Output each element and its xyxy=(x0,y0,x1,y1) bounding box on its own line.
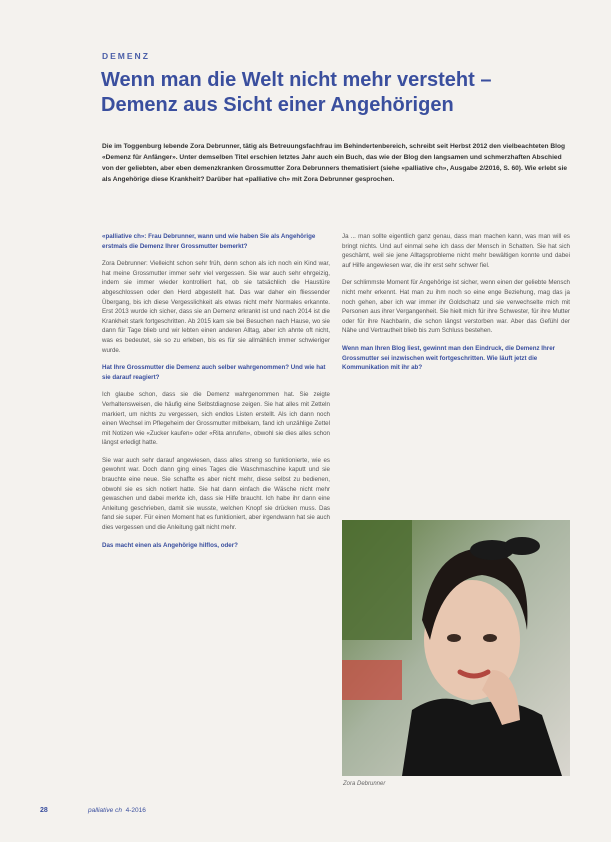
right-column xyxy=(342,232,570,381)
interview-answer: Ich glaube schon, dass sie die Demenz wahrgenommen hat. Sie zeigte Verhaltensweisen, die häufig eine Selbstdiagnose zeigen. Sie hat alles mit Zetteln markiert, um nichts zu vergessen, sich endlos Listen erstellt. Als ich dann noch einen Wechsel im Pflegeheim der Grossmutter mitbekam, fand ich unzählige Zettel mit Notizen wie «Zucker kaufen» oder «Rita anrufen», obwohl sie dies alles schon längst erledigt hatte. xyxy=(102,391,330,447)
magazine-name: palliative ch xyxy=(88,807,122,814)
magazine-issue: 4-2016 xyxy=(125,807,146,814)
article-title: Wenn man die Welt nicht mehr versteht – Demenz aus Sicht einer Angehörigen xyxy=(101,69,492,116)
section-label: DEMENZ xyxy=(102,51,150,61)
photo-caption: Zora Debrunner xyxy=(343,781,386,787)
portrait-photo-icon xyxy=(342,520,570,776)
page-number: 28 xyxy=(40,807,48,814)
interview-question: Wenn man Ihren Blog liest, gewinnt man den Eindruck, die Demenz Ihrer Grossmutter sei inzwischen weit fortgeschritten. Wie läuft jetzt die Kommunikation mit ihr ab? xyxy=(342,344,556,372)
portrait-photo xyxy=(342,520,570,776)
interview-answer: Ja ... man sollte eigentlich ganz genau, dass man machen kann, was man will es bringt nichts. Und auf einmal sehe ich dass der Mensch in Schatten. Sie hat sich geschämt, weil sie jene Alltagsprobleme nicht mehr bewältigen konnte und dabei auf Hilfe angewiesen war, die ihr erst sehr schwer fiel. xyxy=(342,233,570,269)
interview-answer: Zora Debrunner: Vielleicht schon sehr früh, denn schon als ich noch ein Kind war, hat meine Grossmutter immer sehr viel vergessen. Sie war auch sehr ehrgeizig, indem sie immer wieder kontrolliert hat, ob sie tatsächlich die Haustüre abgeschlossen oder den Herd abgestellt hat. Das war daher ein fliessender Übergang, bis ich diese Vergesslichkeit als etwas nicht mehr Normales erkannte. Erst 2013 wurde ich sicher, dass sie an Demenz erkrankt ist und nach 2014 ist die Krankheit stark fortgeschritten. Ab 2015 kam sie bei Besuchen nach Hause, wo sie dann für Tage blieb und wir lebten einen anderen Alltag, aber ich ahnte oft nicht, was es bedeutet, sie so zu erleben, bis es für sie allmählich immer schwieriger wurde. xyxy=(102,260,330,354)
article-lead: Die im Toggenburg lebende Zora Debrunner, tätig als Betreuungsfachfrau im Behindertenbereich, schreibt seit Herbst 2012 den vielbeachteten Blog «Demenz für Anfänger». Unter demselben Titel erschien letztes Jahr auch ein Buch, das wie der Blog den langsamen und schmerzhaften Abschied von der geliebten, aber eben demenzkranken Grossmutter Zora Debrunners thematisiert (siehe «palliative ch», Ausgabe 2/2016, S. 60). Wie erlebt sie als Angehörige diese Krankheit? Darüber hat «palliative ch» mit Zora Debrunner gesprochen. xyxy=(102,143,568,183)
interview-question: Das macht einen als Angehörige hilflos, oder? xyxy=(102,541,238,549)
magazine-footer xyxy=(88,807,146,814)
interview-question: «palliative ch»: Frau Debrunner, wann und wie haben Sie als Angehörige erstmals die Demenz Ihrer Grossmutter bemerkt? xyxy=(102,233,316,250)
interview-question: Hat Ihre Grossmutter die Demenz auch selber wahrgenommen? Und wie hat sie darauf reagiert? xyxy=(102,364,326,381)
left-column xyxy=(102,232,330,558)
interview-answer: Der schlimmste Moment für Angehörige ist sicher, wenn einen der geliebte Mensch nicht mehr erkennt. Hat man zu ihm noch so eine enge Beziehung, mag das ja noch gehen, aber ich war immer ihr Goldschatz und sie verwechselte mich mit Personen aus ihrer Vergangenheit. Sie hielt mich für ihre Schwester, für ihre Mutter oder für ihre Nachbarin, die schon längst verstorben war. Aber das Gefühl der Nähe und Vertrautheit blieb bis zum Schluss bestehen. xyxy=(342,279,570,335)
interview-answer: Sie war auch sehr darauf angewiesen, dass alles streng so funktionierte, wie es gewohnt war. Doch dann ging eines Tages die Waschmaschine kaputt und sie brauchte eine neue. Sie schaffte es aber nicht mehr, diese selbst zu bedienen, obwohl sie es sich notiert hatte. Sie hat dann einfach die Wäsche nicht mehr gewaschen und dabei merkte ich, dass sie Hilfe braucht. Ich habe ihr dann eine Anleitung geschrieben, damit sie wusste, welchen Knopf sie drücken muss. Das fand sie super. Für einen Moment hat es funktioniert, aber irgendwann hat sie auch dies vergessen und die Anleitung galt nicht mehr. xyxy=(102,456,330,532)
